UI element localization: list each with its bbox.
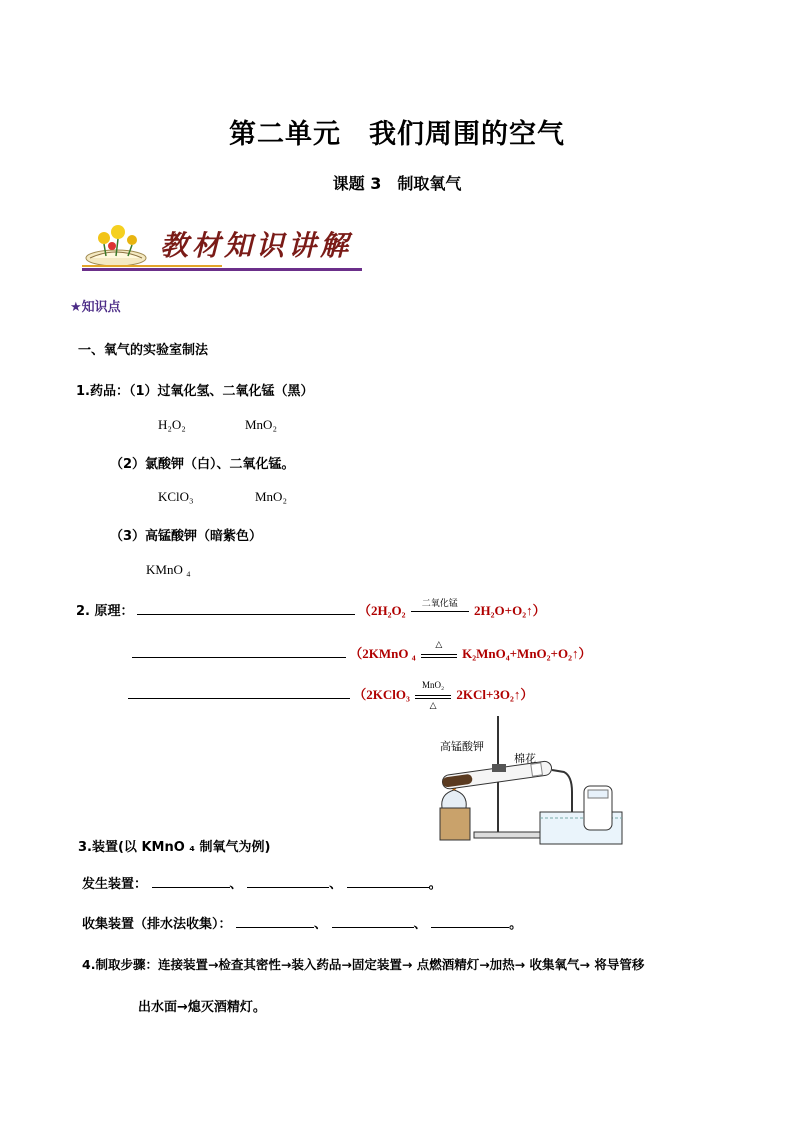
answer-blank[interactable] <box>247 873 329 888</box>
answer-blank[interactable] <box>132 643 346 658</box>
banner-text: 教材知识讲解 <box>160 229 353 262</box>
arrow-line <box>411 611 469 612</box>
line-end: 。 <box>428 877 442 892</box>
eq1-left: （2H₂O₂ <box>358 603 406 618</box>
eq3-equals <box>415 680 451 711</box>
answer-blank[interactable] <box>236 913 314 928</box>
eq1-condition: 二氧化锰 <box>421 598 458 609</box>
principle-label: 2. 原理： <box>76 604 134 619</box>
principle-eq3 <box>128 680 534 711</box>
drugs-label: 1.药品：（1）过氧化氢、二氧化锰（黑） <box>76 384 314 399</box>
formula-kclo3: KClO₃ <box>158 489 194 504</box>
collection-label: 收集装置（排水法收集）： <box>82 917 232 932</box>
oxygen-generation-apparatus-image <box>432 712 624 848</box>
generation-label: 发生装置： <box>82 877 148 892</box>
formula-mno2-1: MnO₂ <box>245 417 277 432</box>
page-title: 第二单元 我们周围的空气 <box>229 119 565 150</box>
equals-line-bottom <box>421 657 457 658</box>
section-banner <box>82 218 362 272</box>
eq2-right: K₂MnO₄+MnO₂+O₂↑） <box>462 646 592 661</box>
eq2-equals <box>421 639 457 665</box>
equals-line-top <box>421 654 457 655</box>
collection-device-line <box>82 913 522 932</box>
eq2-left: （2KMnO ₄ <box>349 646 416 661</box>
principle-eq2 <box>132 639 592 665</box>
formula-mno2-2: MnO₂ <box>255 489 287 504</box>
eq3-condition-bottom: △ <box>429 700 437 711</box>
answer-blank[interactable] <box>332 913 414 928</box>
answer-blank[interactable] <box>137 600 355 615</box>
equals-line-top <box>415 695 451 696</box>
drugs-item2-label: （2）氯酸钾（白）、二氧化锰。 <box>110 457 295 472</box>
eq1-right: 2H₂O+O₂↑） <box>474 603 546 618</box>
eq3-left: （2KClO₃ <box>353 687 410 702</box>
answer-blank[interactable] <box>347 873 429 888</box>
eq1-arrow <box>411 598 469 622</box>
apparatus-diagram <box>432 712 624 848</box>
equals-line-bottom <box>415 698 451 699</box>
answer-blank[interactable] <box>128 684 350 699</box>
page-subtitle: 课题 3 制取氧气 <box>332 174 462 193</box>
eq3-right: 2KCl+3O₂↑） <box>456 687 534 702</box>
separator: 、 <box>413 917 427 932</box>
line-end: 。 <box>509 917 523 932</box>
label-cotton: 棉花 <box>514 752 536 765</box>
drugs-item3-label: （3）高锰酸钾（暗紫色） <box>110 529 263 544</box>
answer-blank[interactable] <box>152 873 230 888</box>
label-potassium-permanganate: 高锰酸钾 <box>440 740 484 753</box>
eq3-condition-top: MnO₂ <box>422 680 445 691</box>
formula-h2o2: H₂O₂ <box>158 417 186 432</box>
steps-line-1: 4.制取步骤：连接装置→检查其密性→装入药品→固定装置→ 点燃酒精灯→加热→ 收集氧气→ 将导管移 <box>82 957 645 972</box>
separator: 、 <box>329 877 343 892</box>
device-label: 3.装置(以 KMnO ₄ 制氧气为例) <box>78 840 271 855</box>
separator: 、 <box>314 917 328 932</box>
section-heading: 一、氧气的实验室制法 <box>78 343 209 358</box>
knowledge-point-label: ★知识点 <box>70 300 121 315</box>
principle-eq1 <box>76 600 546 622</box>
answer-blank[interactable] <box>431 913 509 928</box>
steps-line-2: 出水面→熄灭酒精灯。 <box>138 1000 266 1015</box>
separator: 、 <box>229 877 243 892</box>
eq2-condition: △ <box>435 639 443 650</box>
generation-device-line <box>82 873 442 892</box>
formula-kmno4: KMnO ₄ <box>146 562 191 577</box>
